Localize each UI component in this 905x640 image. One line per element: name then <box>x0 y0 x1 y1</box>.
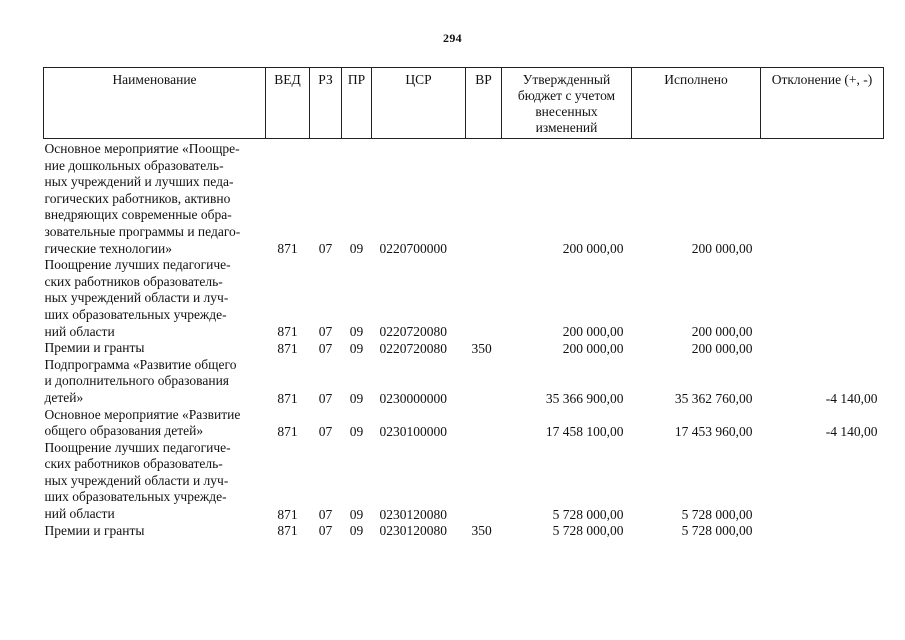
cell-name <box>44 523 266 540</box>
table-row <box>44 407 884 440</box>
cell-ved: 871 <box>277 423 298 439</box>
cell-pr: 09 <box>349 390 364 406</box>
cell-vr <box>466 440 502 523</box>
cell-ved: 871 <box>277 506 298 522</box>
budget-table-container <box>43 67 883 539</box>
cell-vr: 350 <box>471 523 492 539</box>
name-line: общего образования детей» <box>44 423 204 439</box>
cell-executed: 35 362 760,00 <box>674 390 753 406</box>
header-csr: ЦСР <box>372 68 466 139</box>
name-line: Премии и гранты <box>44 340 145 356</box>
header-rz: РЗ <box>310 68 342 139</box>
cell-deviation: -4 140,00 <box>825 423 878 439</box>
cell-executed: 200 000,00 <box>691 241 753 257</box>
cell-executed: 5 728 000,00 <box>681 506 753 522</box>
cell-executed: 17 453 960,00 <box>674 423 753 439</box>
header-deviation: Отклонение (+, -) <box>761 68 884 139</box>
table-row <box>44 257 884 340</box>
header-approved: Утвержденный бюджет с учетом внесенных изменений <box>502 68 632 139</box>
header-ved: ВЕД <box>266 68 310 139</box>
page-number: 294 <box>443 31 462 45</box>
cell-executed: 200 000,00 <box>691 340 753 356</box>
cell-executed: 5 728 000,00 <box>681 523 753 539</box>
name-line: детей» <box>44 389 84 405</box>
cell-executed: 200 000,00 <box>691 324 753 340</box>
name-line: ных учреждений и лучших педа- <box>44 174 234 190</box>
table-row <box>44 523 884 540</box>
header-vr: ВР <box>466 68 502 139</box>
cell-name <box>44 357 266 407</box>
name-line: Подпрограмма «Развитие общего <box>44 356 237 372</box>
budget-table <box>43 67 884 539</box>
cell-vr: 350 <box>471 340 492 356</box>
name-line: Основное мероприятие «Поощре- <box>44 141 240 156</box>
header-pr: ПР <box>342 68 372 139</box>
name-line: ных учреждений области и луч- <box>44 290 229 306</box>
cell-deviation <box>761 440 884 523</box>
cell-deviation <box>761 523 884 540</box>
name-line: Поощрение лучших педагогиче- <box>44 439 231 455</box>
name-line: гогических работников, активно <box>44 190 231 206</box>
cell-pr: 09 <box>349 523 364 539</box>
name-line: внедряющих современные обра- <box>44 207 232 223</box>
cell-pr: 09 <box>349 506 364 522</box>
name-line: ских работников образователь- <box>44 456 223 472</box>
name-line: ших образовательных учрежде- <box>44 306 227 322</box>
cell-ved: 871 <box>277 324 298 340</box>
header-row <box>44 68 884 139</box>
table-row <box>44 340 884 357</box>
cell-deviation: -4 140,00 <box>825 390 878 406</box>
cell-ved: 871 <box>277 523 298 539</box>
name-line: Поощрение лучших педагогиче- <box>44 257 231 273</box>
cell-csr: 0220720080 <box>379 340 447 356</box>
table-row <box>44 139 884 258</box>
cell-approved: 17 458 100,00 <box>545 423 624 439</box>
cell-name <box>44 340 266 357</box>
name-line: ших образовательных учрежде- <box>44 489 227 505</box>
cell-pr: 09 <box>349 241 364 257</box>
cell-ved: 871 <box>277 390 298 406</box>
cell-rz: 07 <box>318 423 333 439</box>
cell-approved: 200 000,00 <box>562 324 624 340</box>
name-line: ние дошкольных образователь- <box>44 157 224 173</box>
name-line: ний области <box>44 323 115 339</box>
cell-ved: 871 <box>277 340 298 356</box>
cell-approved: 200 000,00 <box>562 241 624 257</box>
name-line: и дополнительного образования <box>44 373 229 389</box>
cell-vr <box>466 139 502 258</box>
cell-rz: 07 <box>318 324 333 340</box>
table-body <box>44 139 884 540</box>
cell-csr: 0220720080 <box>379 324 447 340</box>
name-line: ных учреждений области и луч- <box>44 472 229 488</box>
cell-rz: 07 <box>318 241 333 257</box>
name-line: зовательные программы и педаго- <box>44 223 241 239</box>
cell-vr <box>466 257 502 340</box>
cell-vr <box>466 357 502 407</box>
cell-pr: 09 <box>349 340 364 356</box>
cell-csr: 0220700000 <box>379 241 447 257</box>
cell-approved: 35 366 900,00 <box>545 390 624 406</box>
table-row <box>44 440 884 523</box>
name-line: Основное мероприятие «Развитие <box>44 406 241 422</box>
cell-deviation <box>761 257 884 340</box>
cell-rz: 07 <box>318 390 333 406</box>
cell-approved: 200 000,00 <box>562 340 624 356</box>
cell-csr: 0230100000 <box>379 423 447 439</box>
cell-rz: 07 <box>318 506 333 522</box>
cell-rz: 07 <box>318 340 333 356</box>
cell-name <box>44 440 266 523</box>
cell-csr: 0230120080 <box>379 523 447 539</box>
table-header <box>44 68 884 139</box>
cell-name <box>44 139 266 258</box>
cell-name <box>44 407 266 440</box>
header-executed: Исполнено <box>632 68 761 139</box>
name-line: ний области <box>44 506 115 522</box>
cell-deviation <box>761 340 884 357</box>
cell-deviation <box>761 139 884 258</box>
name-line: гические технологии» <box>44 240 173 256</box>
cell-approved: 5 728 000,00 <box>552 523 624 539</box>
cell-approved: 5 728 000,00 <box>552 506 624 522</box>
cell-name <box>44 257 266 340</box>
cell-vr <box>466 407 502 440</box>
cell-csr: 0230120080 <box>379 506 447 522</box>
header-name: Наименование <box>44 68 266 139</box>
cell-pr: 09 <box>349 324 364 340</box>
cell-ved: 871 <box>277 241 298 257</box>
cell-csr: 0230000000 <box>379 390 447 406</box>
cell-pr: 09 <box>349 423 364 439</box>
name-line: ских работников образователь- <box>44 273 223 289</box>
name-line: Премии и гранты <box>44 522 145 538</box>
cell-rz: 07 <box>318 523 333 539</box>
table-row <box>44 357 884 407</box>
